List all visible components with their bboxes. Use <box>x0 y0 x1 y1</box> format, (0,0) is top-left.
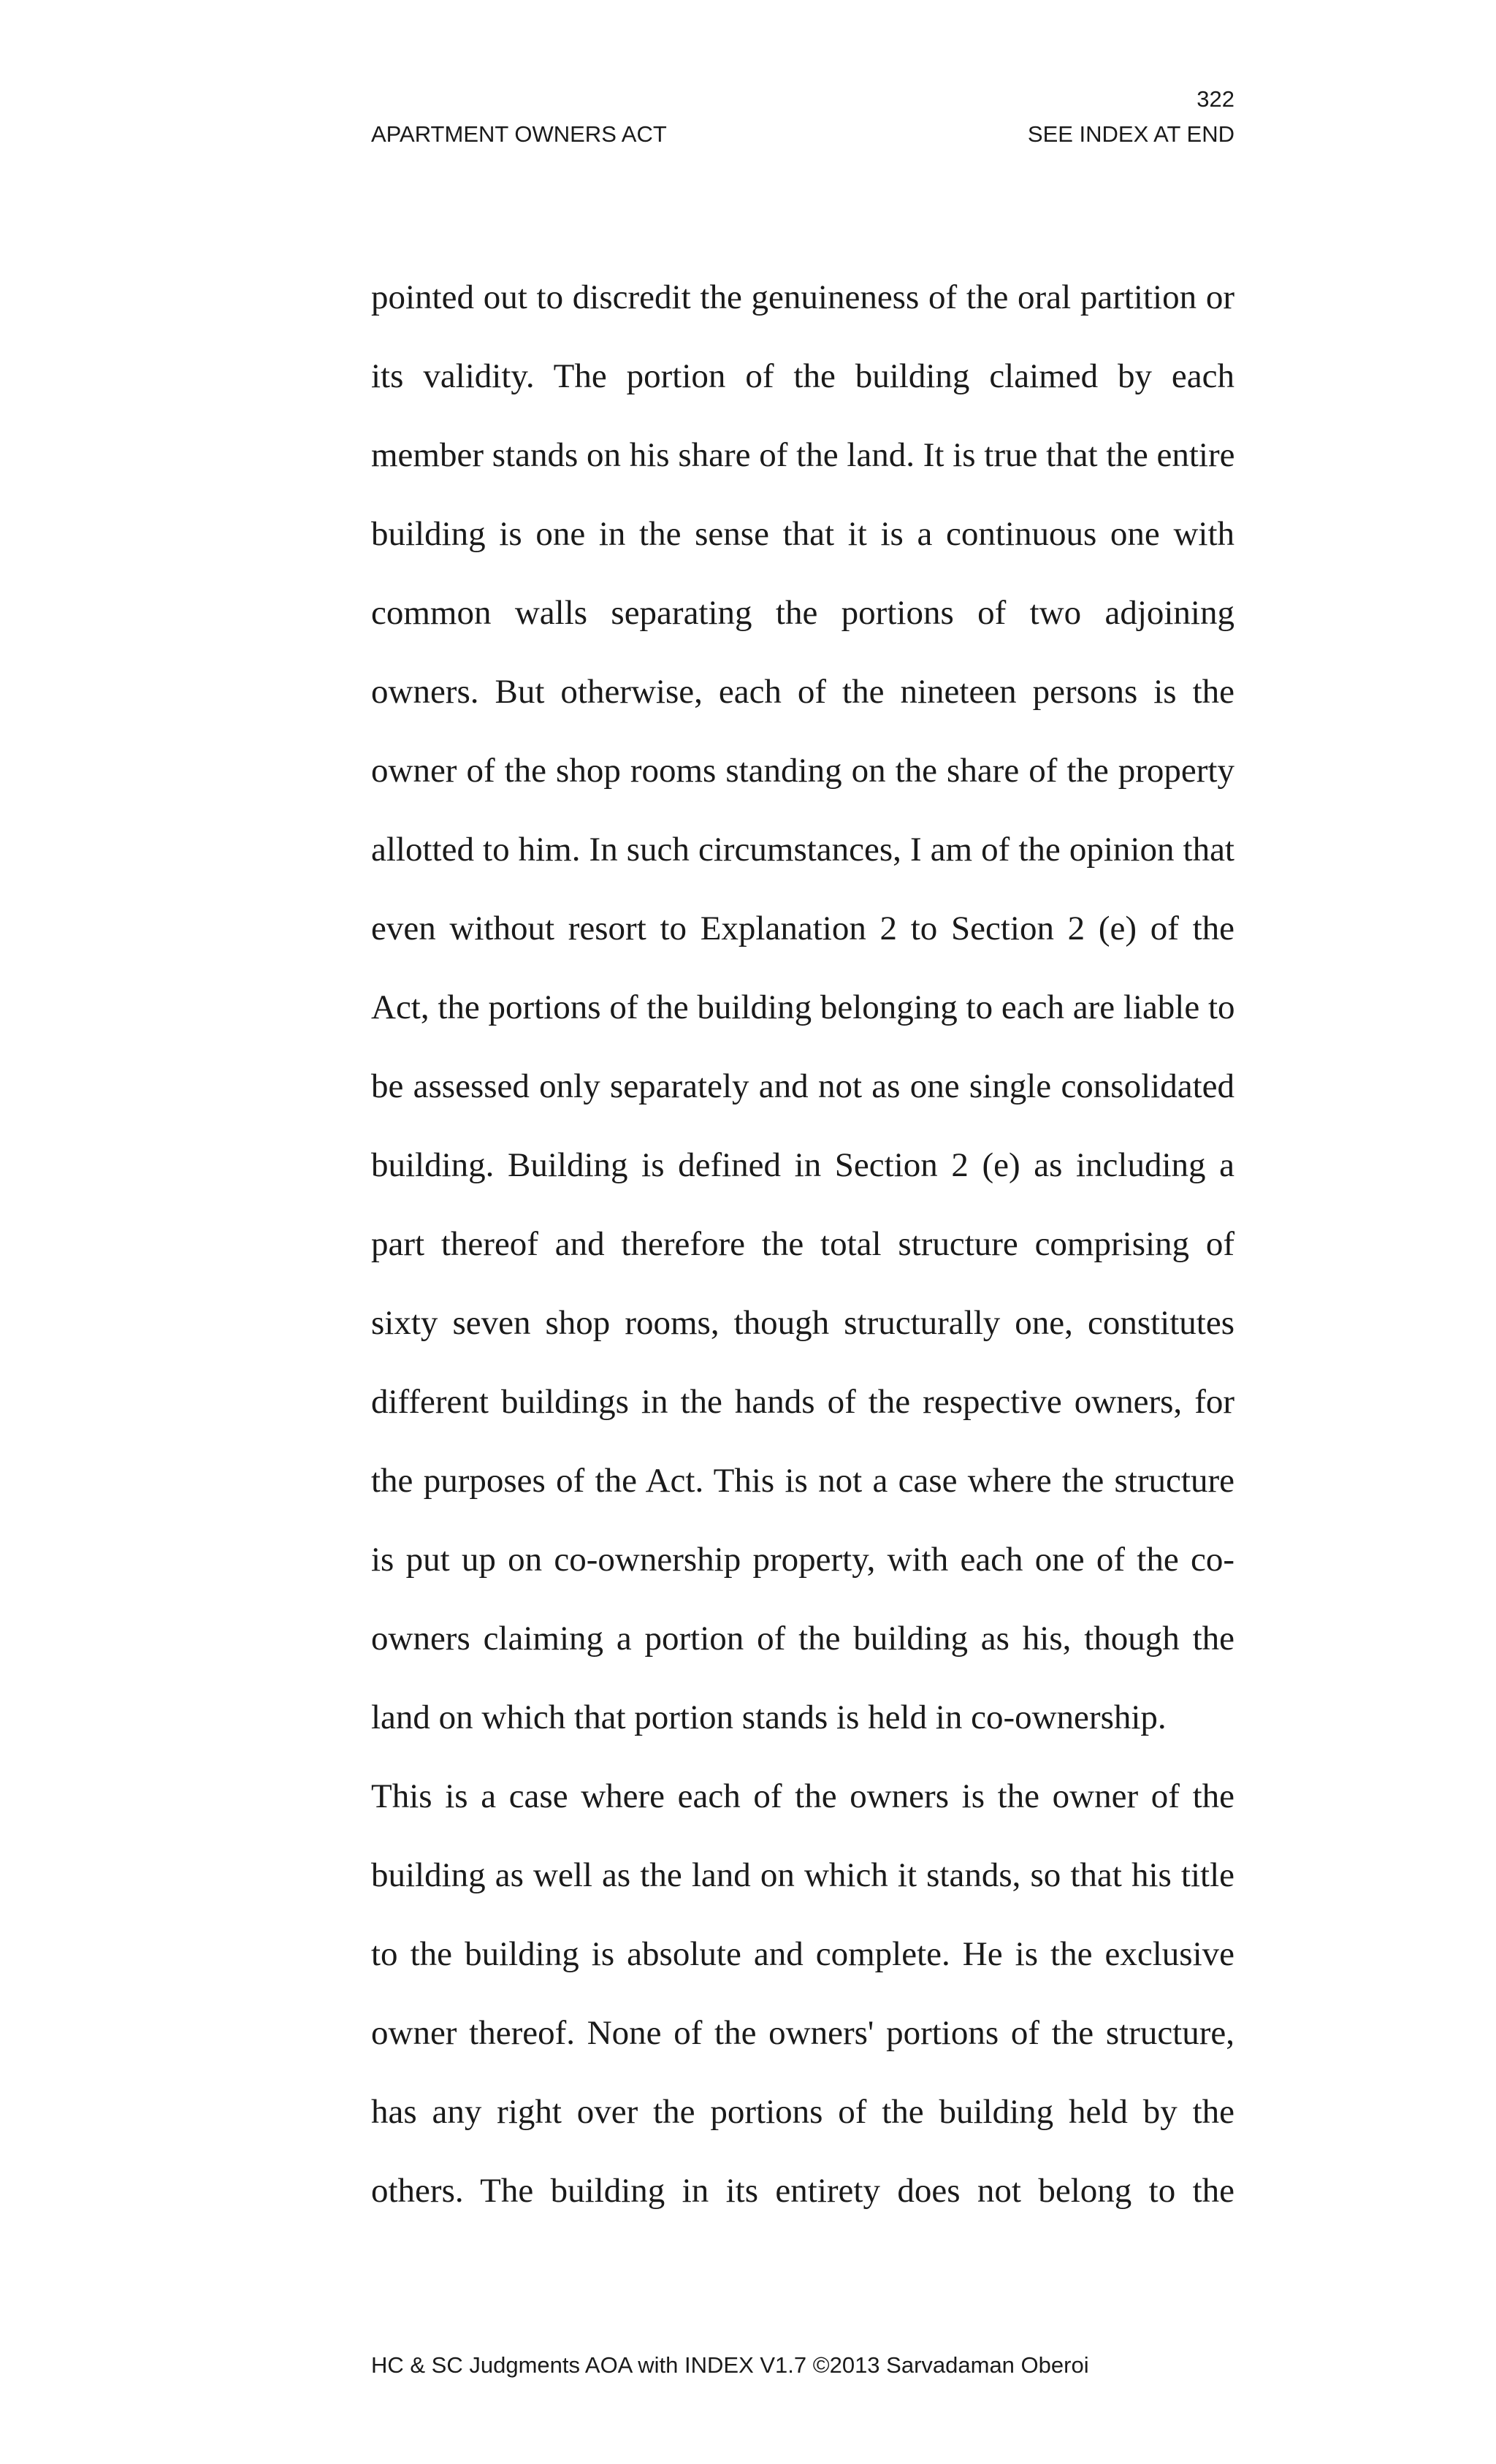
text-line: to the building is absolute and complete. He is the exclusive <box>371 1935 1234 1973</box>
judgment-text <box>371 258 1234 2230</box>
header-index-note: SEE INDEX AT END <box>1027 121 1234 147</box>
text-line: building as well as the land on which it stands, so that his title <box>371 1856 1234 1894</box>
text-line: owner of the shop rooms standing on the share of the property <box>371 752 1234 790</box>
text-line: member stands on his share of the land. It is true that the entire <box>371 436 1235 474</box>
text-line: common walls separating the portions of two adjoining <box>371 594 1234 632</box>
text-line: allotted to him. In such circumstances, I am of the opinion that <box>371 831 1234 869</box>
header-title: APARTMENT OWNERS ACT <box>371 121 667 147</box>
text-line: Act, the portions of the building belonging to each are liable to <box>371 988 1235 1026</box>
text-line: is put up on co-ownership property, with each one of the co- <box>371 1541 1234 1579</box>
text-line: its validity. The portion of the building claimed by each <box>371 357 1234 395</box>
text-line: part thereof and therefore the total structure comprising of <box>371 1225 1234 1263</box>
footer-copyright: HC & SC Judgments AOA with INDEX V1.7 ©2013 Sarvadaman Oberoi <box>371 2352 1089 2378</box>
text-line: building. Building is defined in Section 2 (e) as including a <box>371 1146 1234 1184</box>
text-line: has any right over the portions of the building held by the <box>371 2093 1234 2131</box>
text-line: building is one in the sense that it is a continuous one with <box>371 515 1234 553</box>
text-line: the purposes of the Act. This is not a case where the structure <box>371 1462 1234 1500</box>
text-line: others. The building in its entirety does not belong to the <box>371 2172 1234 2210</box>
text-line: sixty seven shop rooms, though structurally one, constitutes <box>371 1304 1234 1342</box>
running-header <box>371 123 1234 145</box>
paragraph-end-line: land on which that portion stands is held in co-ownership. <box>371 1698 1167 1736</box>
text-line: pointed out to discredit the genuineness of the oral partition or <box>371 278 1234 316</box>
text-line: be assessed only separately and not as one single consolidated <box>371 1067 1234 1105</box>
text-line: owner thereof. None of the owners' portions of the structure, <box>371 2014 1234 2052</box>
text-line: even without resort to Explanation 2 to Section 2 (e) of the <box>371 909 1234 947</box>
text-line: owners. But otherwise, each of the nineteen persons is the <box>371 673 1234 711</box>
text-line: This is a case where each of the owners is the owner of the <box>371 1777 1234 1815</box>
text-line: owners claiming a portion of the building as his, though the <box>371 1620 1234 1658</box>
text-line: different buildings in the hands of the respective owners, for <box>371 1383 1234 1421</box>
page-number: 322 <box>1197 86 1234 112</box>
